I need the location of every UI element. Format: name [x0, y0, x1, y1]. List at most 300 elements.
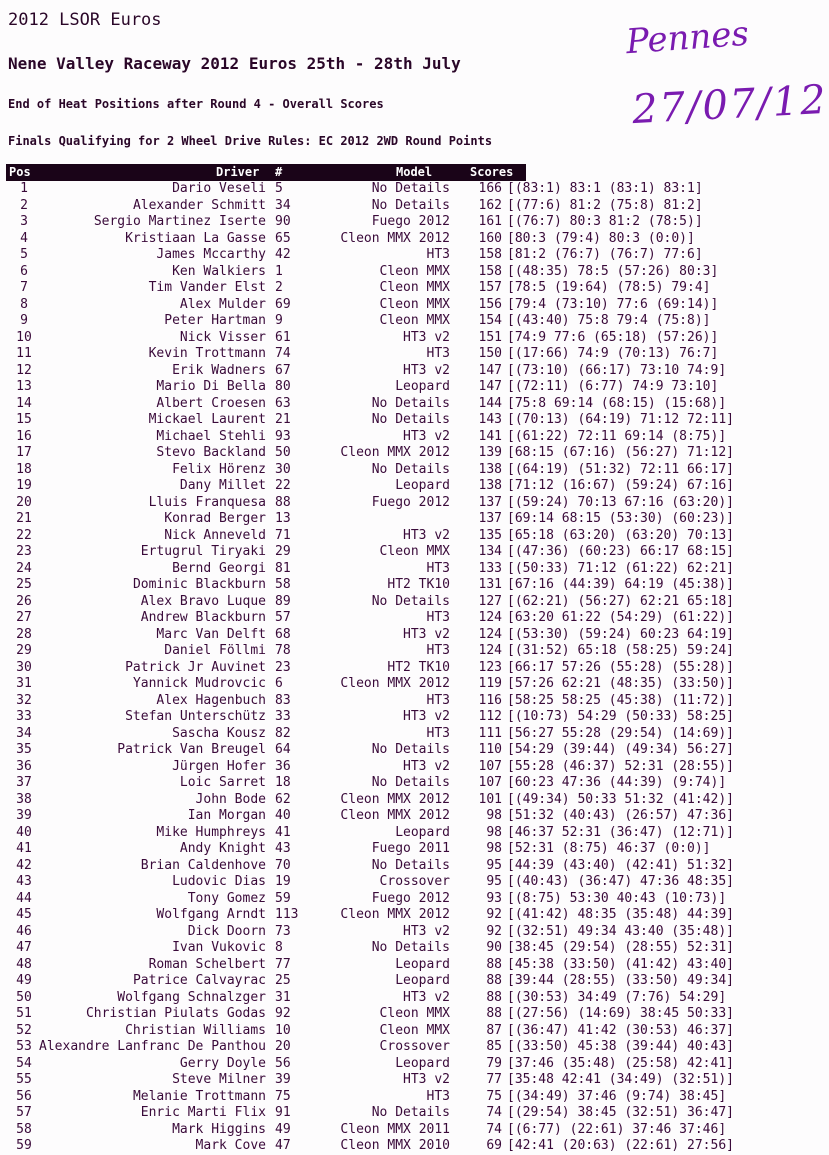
row-model: HT3 v2 [403, 758, 450, 774]
rules-subtitle: Finals Qualifying for 2 Wheel Drive Rules: EC 2012 2WD Round Points [8, 134, 493, 148]
row-car-number: 93 [275, 428, 291, 444]
row-position: 27 [16, 610, 32, 625]
table-row [0, 511, 800, 528]
row-position: 2 [20, 197, 28, 213]
row-score: 111 [478, 725, 502, 741]
table-row [0, 643, 800, 660]
table-row [0, 462, 800, 479]
row-position: 57 [16, 1105, 32, 1120]
row-round-points: [81:2 (76:7) (76:7) 77:6] [507, 247, 703, 262]
row-car-number: 40 [275, 808, 291, 823]
header-driver: Driver [216, 165, 260, 179]
row-position: 48 [16, 956, 32, 972]
row-driver: Alex Mulder [179, 296, 266, 312]
row-model: Crossover [379, 874, 450, 889]
row-car-number: 57 [275, 610, 291, 625]
row-round-points: [63:20 61:22 (54:29) (61:22)] [507, 610, 734, 625]
row-driver: Jürgen Hofer [172, 758, 266, 774]
row-driver: Dario Veseli [172, 181, 266, 196]
header-scores: Scores [470, 165, 514, 179]
row-round-points: [68:15 (67:16) (56:27) 71:12] [507, 445, 734, 460]
row-car-number: 21 [275, 412, 291, 427]
results-subtitle: End of Heat Positions after Round 4 - Overall Scores [8, 97, 384, 111]
row-round-points: [67:16 (44:39) 64:19 (45:38)] [507, 577, 734, 592]
row-driver: Erik Wadners [172, 362, 266, 378]
row-position: 34 [16, 725, 32, 741]
row-round-points: [51:32 (40:43) (26:57) 47:36] [507, 808, 734, 823]
row-round-points: [(27:56) (14:69) 38:45 50:33] [507, 1006, 734, 1021]
table-row [0, 330, 800, 347]
row-score: 85 [486, 1039, 502, 1054]
row-round-points: [55:28 (46:37) 52:31 (28:55)] [507, 758, 734, 774]
table-row [0, 660, 800, 677]
row-driver: Kevin Trottmann [148, 346, 266, 361]
row-round-points: [39:44 (28:55) (33:50) 49:34] [507, 973, 734, 988]
row-model: HT3 [426, 610, 450, 625]
row-driver: Yannick Mudrovcic [132, 676, 266, 691]
table-row [0, 775, 800, 792]
row-model: Cleon MMX 2011 [340, 1121, 450, 1137]
row-round-points: [(17:66) 74:9 (70:13) 76:7] [507, 346, 719, 361]
row-car-number: 50 [275, 445, 291, 460]
row-score: 87 [486, 1022, 502, 1038]
row-score: 75 [486, 1088, 502, 1104]
row-car-number: 30 [275, 461, 291, 477]
row-model: Cleon MMX [379, 1022, 450, 1038]
row-round-points: [(6:77) (22:61) 37:46 37:46] [507, 1121, 727, 1137]
table-row [0, 1006, 800, 1023]
row-score: 88 [486, 1006, 502, 1021]
row-car-number: 22 [275, 478, 291, 493]
row-driver: Mickael Laurent [148, 412, 266, 427]
row-round-points: [57:26 62:21 (48:35) (33:50)] [507, 676, 734, 691]
row-score: 137 [478, 511, 502, 526]
row-round-points: [45:38 (33:50) (41:42) 43:40] [507, 956, 734, 972]
row-model: No Details [371, 1105, 450, 1120]
row-score: 95 [486, 857, 502, 873]
table-header [6, 164, 526, 181]
row-score: 161 [478, 214, 502, 229]
row-round-points: [(8:75) 53:30 40:43 (10:73)] [507, 890, 727, 906]
row-position: 9 [20, 313, 28, 328]
row-score: 110 [478, 742, 502, 757]
row-position: 53 [16, 1039, 32, 1054]
row-score: 124 [478, 643, 502, 658]
row-score: 77 [486, 1072, 502, 1087]
row-car-number: 39 [275, 1072, 291, 1087]
row-position: 49 [16, 973, 32, 988]
row-car-number: 80 [275, 379, 291, 394]
row-score: 141 [478, 428, 502, 444]
row-position: 41 [16, 841, 32, 856]
row-model: HT2 TK10 [387, 577, 450, 592]
row-car-number: 81 [275, 560, 291, 576]
header-model: Model [396, 165, 433, 179]
row-score: 112 [478, 709, 502, 724]
row-car-number: 2 [275, 280, 283, 295]
row-driver: Ertugrul Tiryaki [140, 544, 266, 559]
row-round-points: [(59:24) 70:13 67:16 (63:20)] [507, 494, 734, 510]
row-car-number: 43 [275, 841, 291, 856]
row-position: 59 [16, 1138, 32, 1153]
row-car-number: 92 [275, 1006, 291, 1021]
row-round-points: [(76:7) 80:3 81:2 (78:5)] [507, 214, 703, 229]
row-round-points: [(29:54) 38:45 (32:51) 36:47] [507, 1105, 734, 1120]
row-round-points: [69:14 68:15 (53:30) (60:23)] [507, 511, 734, 526]
table-row [0, 1122, 800, 1139]
row-car-number: 29 [275, 544, 291, 559]
row-driver: Nick Visser [179, 329, 266, 345]
row-position: 35 [16, 742, 32, 757]
row-model: Fuego 2012 [371, 214, 450, 229]
table-row [0, 841, 800, 858]
row-position: 13 [16, 379, 32, 394]
row-car-number: 61 [275, 329, 291, 345]
row-car-number: 83 [275, 692, 291, 708]
row-round-points: [54:29 (39:44) (49:34) 56:27] [507, 742, 734, 757]
row-car-number: 74 [275, 346, 291, 361]
row-driver: Wolfgang Schnalzger [117, 989, 266, 1005]
row-driver: Lluis Franquesa [148, 494, 266, 510]
row-car-number: 73 [275, 923, 291, 939]
row-position: 8 [20, 296, 28, 312]
row-round-points: [(70:13) (64:19) 71:12 72:11] [507, 412, 734, 427]
row-car-number: 42 [275, 247, 291, 262]
row-car-number: 56 [275, 1055, 291, 1071]
row-car-number: 78 [275, 643, 291, 658]
row-model: No Details [371, 181, 450, 196]
row-position: 16 [16, 428, 32, 444]
table-row [0, 264, 800, 281]
table-row [0, 874, 800, 891]
row-model: Leopard [395, 824, 450, 840]
table-row [0, 379, 800, 396]
row-driver: Steve Milner [172, 1072, 266, 1087]
row-driver: Ian Morgan [187, 808, 266, 823]
table-row [0, 1072, 800, 1089]
row-model: HT3 [426, 643, 450, 658]
row-score: 92 [486, 923, 502, 939]
row-model: Cleon MMX [379, 296, 450, 312]
row-position: 39 [16, 808, 32, 823]
row-model: HT3 [426, 1088, 450, 1104]
row-score: 151 [478, 329, 502, 345]
table-row [0, 759, 800, 776]
table-row [0, 726, 800, 743]
row-model: Cleon MMX 2012 [340, 808, 450, 823]
row-score: 88 [486, 956, 502, 972]
table-row [0, 693, 800, 710]
row-car-number: 6 [275, 676, 283, 691]
row-round-points: [78:5 (19:64) (78:5) 79:4] [507, 280, 711, 295]
row-round-points: [75:8 69:14 (68:15) (15:68)] [507, 395, 727, 411]
row-car-number: 23 [275, 659, 291, 675]
row-car-number: 59 [275, 890, 291, 906]
table-row [0, 594, 800, 611]
row-score: 147 [478, 379, 502, 394]
row-car-number: 20 [275, 1039, 291, 1054]
table-row [0, 495, 800, 512]
table-row [0, 676, 800, 693]
row-position: 24 [16, 560, 32, 576]
row-driver: Sascha Kousz [172, 725, 266, 741]
row-driver: Loic Sarret [179, 775, 266, 790]
row-driver: Patrick Van Breugel [117, 742, 266, 757]
row-model: Leopard [395, 973, 450, 988]
row-car-number: 9 [275, 313, 283, 328]
row-driver: Alex Bravo Luque [140, 593, 266, 609]
row-position: 33 [16, 709, 32, 724]
row-round-points: [37:46 (35:48) (25:58) 42:41] [507, 1055, 734, 1071]
row-car-number: 71 [275, 527, 291, 543]
row-model: HT3 v2 [403, 1072, 450, 1087]
row-model: No Details [371, 197, 450, 213]
row-model: Leopard [395, 956, 450, 972]
row-driver: Andrew Blackburn [140, 610, 266, 625]
row-position: 26 [16, 593, 32, 609]
table-row [0, 1056, 800, 1073]
row-car-number: 65 [275, 230, 291, 246]
row-model: Fuego 2012 [371, 890, 450, 906]
row-round-points: [71:12 (16:67) (59:24) 67:16] [507, 478, 734, 493]
row-driver: Nick Anneveld [164, 527, 266, 543]
table-row [0, 528, 800, 545]
row-model: No Details [371, 940, 450, 955]
table-row [0, 181, 800, 198]
row-position: 30 [16, 659, 32, 675]
row-round-points: [(62:21) (56:27) 62:21 65:18] [507, 593, 734, 609]
table-row [0, 247, 800, 264]
row-car-number: 1 [275, 263, 283, 279]
row-score: 90 [486, 940, 502, 955]
row-position: 21 [16, 511, 32, 526]
row-driver: John Bode [195, 791, 266, 807]
row-car-number: 91 [275, 1105, 291, 1120]
row-round-points: [79:4 (73:10) 77:6 (69:14)] [507, 296, 719, 312]
row-model: HT3 v2 [403, 709, 450, 724]
row-model: HT3 v2 [403, 362, 450, 378]
row-driver: Dick Doorn [187, 923, 266, 939]
row-driver: Alex Hagenbuch [156, 692, 266, 708]
row-position: 3 [20, 214, 28, 229]
table-row [0, 396, 800, 413]
table-row [0, 544, 800, 561]
row-car-number: 63 [275, 395, 291, 411]
row-model: Fuego 2012 [371, 494, 450, 510]
row-position: 11 [16, 346, 32, 361]
row-driver: Alexandre Lanfranc De Panthou [39, 1039, 266, 1054]
row-round-points: [(36:47) 41:42 (30:53) 46:37] [507, 1022, 734, 1038]
row-round-points: [66:17 57:26 (55:28) (55:28)] [507, 659, 734, 675]
row-position: 14 [16, 395, 32, 411]
row-driver: Mike Humphreys [156, 824, 266, 840]
table-row [0, 891, 800, 908]
row-car-number: 47 [275, 1138, 291, 1153]
row-car-number: 64 [275, 742, 291, 757]
table-row [0, 429, 800, 446]
table-row [0, 709, 800, 726]
row-score: 107 [478, 775, 502, 790]
row-score: 95 [486, 874, 502, 889]
row-round-points: [52:31 (8:75) 46:37 (0:0)] [507, 841, 711, 856]
row-driver: Ken Walkiers [172, 263, 266, 279]
table-row [0, 792, 800, 809]
event-title: Nene Valley Raceway 2012 Euros 25th - 28th July [8, 54, 461, 73]
handwritten-signature: Pennes [624, 13, 751, 63]
row-score: 158 [478, 263, 502, 279]
row-position: 31 [16, 676, 32, 691]
row-driver: Roman Schelbert [148, 956, 266, 972]
row-score: 88 [486, 973, 502, 988]
row-model: No Details [371, 857, 450, 873]
row-driver: Bernd Georgi [172, 560, 266, 576]
row-score: 127 [478, 593, 502, 609]
table-row [0, 1138, 800, 1155]
header-pos: Pos [9, 165, 31, 179]
table-row [0, 478, 800, 495]
row-car-number: 58 [275, 577, 291, 592]
row-position: 28 [16, 626, 32, 642]
row-position: 18 [16, 461, 32, 477]
row-driver: Kristiaan La Gasse [125, 230, 266, 246]
row-model: No Details [371, 742, 450, 757]
row-score: 88 [486, 989, 502, 1005]
row-car-number: 75 [275, 1088, 291, 1104]
row-driver: Sergio Martinez Iserte [93, 214, 266, 229]
row-round-points: [35:48 42:41 (34:49) (32:51)] [507, 1072, 734, 1087]
row-model: No Details [371, 775, 450, 790]
row-driver: Tony Gomez [187, 890, 266, 906]
row-score: 119 [478, 676, 502, 691]
row-model: No Details [371, 461, 450, 477]
row-position: 5 [20, 247, 28, 262]
row-model: HT3 v2 [403, 428, 450, 444]
row-model: Cleon MMX [379, 544, 450, 559]
row-score: 154 [478, 313, 502, 328]
row-round-points: [38:45 (29:54) (28:55) 52:31] [507, 940, 734, 955]
row-driver: Melanie Trottmann [132, 1088, 266, 1104]
row-car-number: 49 [275, 1121, 291, 1137]
row-position: 12 [16, 362, 32, 378]
row-round-points: [(61:22) 72:11 69:14 (8:75)] [507, 428, 727, 444]
row-round-points: [(77:6) 81:2 (75:8) 81:2] [507, 197, 703, 213]
row-position: 52 [16, 1022, 32, 1038]
table-row [0, 973, 800, 990]
row-driver: Stefan Unterschütz [125, 709, 266, 724]
row-driver: Christian Williams [125, 1022, 266, 1038]
row-car-number: 41 [275, 824, 291, 840]
row-car-number: 89 [275, 593, 291, 609]
row-score: 162 [478, 197, 502, 213]
row-model: Cleon MMX [379, 280, 450, 295]
row-score: 124 [478, 626, 502, 642]
table-row [0, 1039, 800, 1056]
row-driver: Felix Hörenz [172, 461, 266, 477]
row-position: 6 [20, 263, 28, 279]
row-position: 4 [20, 230, 28, 246]
row-round-points: [(43:40) 75:8 79:4 (75:8)] [507, 313, 711, 328]
row-score: 98 [486, 841, 502, 856]
row-round-points: [(40:43) (36:47) 47:36 48:35] [507, 874, 734, 889]
row-car-number: 5 [275, 181, 283, 196]
row-car-number: 19 [275, 874, 291, 889]
row-round-points: [65:18 (63:20) (63:20) 70:13] [507, 527, 734, 543]
row-driver: Peter Hartman [164, 313, 266, 328]
row-position: 50 [16, 989, 32, 1005]
row-driver: Albert Croesen [156, 395, 266, 411]
row-driver: James Mccarthy [156, 247, 266, 262]
row-score: 150 [478, 346, 502, 361]
row-car-number: 33 [275, 709, 291, 724]
row-car-number: 8 [275, 940, 283, 955]
row-car-number: 77 [275, 956, 291, 972]
table-row [0, 231, 800, 248]
row-car-number: 68 [275, 626, 291, 642]
row-score: 134 [478, 544, 502, 559]
row-driver: Dominic Blackburn [132, 577, 266, 592]
row-model: HT3 v2 [403, 989, 450, 1005]
row-position: 42 [16, 857, 32, 873]
row-model: Leopard [395, 478, 450, 493]
row-driver: Wolfgang Arndt [156, 907, 266, 922]
row-score: 74 [486, 1121, 502, 1137]
row-model: HT3 [426, 692, 450, 708]
table-row [0, 627, 800, 644]
row-score: 116 [478, 692, 502, 708]
row-position: 36 [16, 758, 32, 774]
row-model: Cleon MMX [379, 263, 450, 279]
row-round-points: [(50:33) 71:12 (61:22) 62:21] [507, 560, 734, 576]
row-driver: Marc Van Delft [156, 626, 266, 642]
row-model: Leopard [395, 379, 450, 394]
row-driver: Patrick Jr Auvinet [125, 659, 266, 675]
row-model: Cleon MMX 2012 [340, 445, 450, 460]
row-position: 20 [16, 494, 32, 510]
row-round-points: [58:25 58:25 (45:38) (11:72)] [507, 692, 734, 708]
header-number: # [275, 165, 283, 179]
row-car-number: 62 [275, 791, 291, 807]
row-model: HT3 [426, 560, 450, 576]
row-model: HT3 [426, 247, 450, 262]
row-driver: Christian Piulats Godas [85, 1006, 266, 1021]
row-driver: Mario Di Bella [156, 379, 266, 394]
table-row [0, 297, 800, 314]
row-position: 10 [16, 329, 32, 345]
table-row [0, 1105, 800, 1122]
row-driver: Tim Vander Elst [148, 280, 266, 295]
row-round-points: [42:41 (20:63) (22:61) 27:56] [507, 1138, 734, 1153]
row-round-points: [(49:34) 50:33 51:32 (41:42)] [507, 791, 734, 807]
row-car-number: 82 [275, 725, 291, 741]
table-row [0, 445, 800, 462]
table-row [0, 990, 800, 1007]
row-model: Crossover [379, 1039, 450, 1054]
row-score: 143 [478, 412, 502, 427]
row-round-points: [(31:52) 65:18 (58:25) 59:24] [507, 643, 734, 658]
row-position: 23 [16, 544, 32, 559]
table-row [0, 808, 800, 825]
row-driver: Ivan Vukovic [172, 940, 266, 955]
row-round-points: [(30:53) 34:49 (7:76) 54:29] [507, 989, 727, 1005]
row-model: Cleon MMX 2012 [340, 676, 450, 691]
row-driver: Patrice Calvayrac [132, 973, 266, 988]
row-model: HT3 v2 [403, 527, 450, 543]
row-driver: Andy Knight [179, 841, 266, 856]
row-score: 137 [478, 494, 502, 510]
row-model: Cleon MMX 2012 [340, 907, 450, 922]
row-driver: Dany Millet [179, 478, 266, 493]
document-title: 2012 LSOR Euros [8, 10, 162, 30]
